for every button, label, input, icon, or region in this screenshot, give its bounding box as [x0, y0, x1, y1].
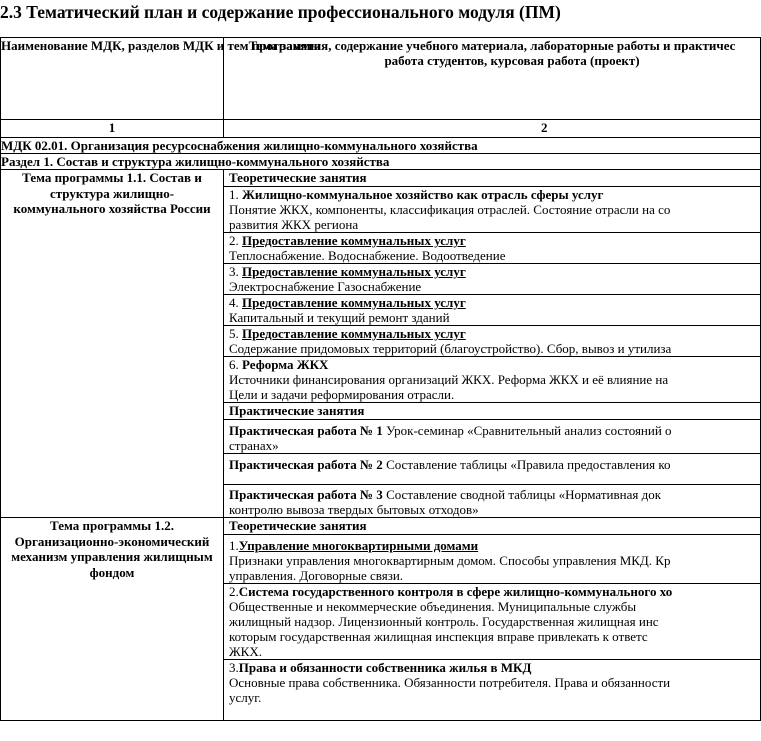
thematic-plan-table: [0, 37, 761, 721]
item-line: управления. Договорные связи.: [229, 568, 404, 583]
topic-2-item-1: [224, 535, 761, 584]
item-line: Основные права собственника. Обязанности потребителя. Права и обязанности: [229, 675, 671, 690]
topic-1-item-6: [224, 357, 761, 403]
item-line: Понятие ЖКХ, компоненты, классификация отраслей. Состояние отрасли на со: [229, 202, 671, 217]
table-row: [1, 170, 761, 187]
topic-2-item-3: [224, 660, 761, 721]
practice-text: Урок-семинар «Сравнительный анализ состояний о: [382, 423, 672, 438]
item-line: развития ЖКХ региона: [229, 217, 359, 232]
item-line: Общественные и некоммерческие объединения. Муниципальные службы: [229, 599, 637, 614]
topic-1-item-3: [224, 264, 761, 295]
item-heading: 1.Управление многоквартирными домами: [229, 538, 479, 553]
topic-1-title: Тема программы 1.1. Состав и структура жилищно-коммунального хозяйства России: [1, 170, 224, 518]
table-row: [1, 518, 761, 535]
topic-2-item-2: [224, 584, 761, 660]
topic-1-item-1: [224, 187, 761, 233]
item-line: контролю вывоза твердых бытовых отходов»: [229, 502, 479, 517]
item-line: ЖКХ.: [229, 644, 262, 659]
header-col1: Наименование МДК, разделов МДК и тем программы: [1, 38, 224, 120]
topic-1-item-5: [224, 326, 761, 357]
item-line: Содержание придомовых территорий (благоустройство). Сбор, вывоз и утилиза: [229, 341, 672, 356]
item-line: Признаки управления многоквартирным домом. Способы управления МКД. Кр: [229, 553, 671, 568]
col-number-1: 1: [1, 120, 224, 138]
table-header-row: [1, 38, 761, 120]
header-col2: [224, 38, 761, 120]
column-number-row: [1, 120, 761, 138]
practice-text: Составление таблицы «Правила предоставления ко: [382, 457, 671, 472]
item-heading: 3.Права и обязанности собственника жилья в МКД: [229, 660, 532, 675]
practice-label: Практическая работа № 1: [229, 423, 383, 438]
item-line: странах»: [229, 438, 279, 453]
item-heading: 1. Жилищно-коммунальное хозяйство как отрасль сферы услуг: [229, 187, 604, 202]
topic-1-theory-label: Теоретические занятия: [224, 170, 761, 187]
item-heading: 6. Реформа ЖКХ: [229, 357, 329, 372]
topic-1-practice-1: [224, 420, 761, 454]
item-heading: 2.Система государственного контроля в сфере жилищно-коммунального хо: [229, 584, 673, 599]
topic-1-practice-label: Практические занятия: [224, 403, 761, 420]
practice-text: Составление сводной таблицы «Нормативная док: [382, 487, 662, 502]
item-line: которым государственная жилищная инспекция вправе привлекать к ответс: [229, 629, 648, 644]
header-col2-line2: работа студентов, курсовая работа (проект): [384, 53, 640, 68]
item-line: жилищный надзор. Лицензионный контроль. Государственная жилищная инс: [229, 614, 659, 629]
mdk-title: МДК 02.01. Организация ресурсоснабжения жилищно-коммунального хозяйства: [1, 138, 761, 154]
item-line: Электроснабжение Газоснабжение: [229, 279, 422, 294]
topic-1-practice-2: [224, 454, 761, 485]
topic-1-item-2: [224, 233, 761, 264]
practice-label: Практическая работа № 2: [229, 457, 383, 472]
topic-2-theory-label: Теоретические занятия: [224, 518, 761, 535]
item-line: Цели и задачи реформирования отрасли.: [229, 387, 455, 402]
section-title: Раздел 1. Состав и структура жилищно-коммунального хозяйства: [1, 154, 761, 170]
topic-1-item-4: [224, 295, 761, 326]
item-heading: 2. Предоставление коммунальных услуг: [229, 233, 466, 248]
item-heading: 3. Предоставление коммунальных услуг: [229, 264, 466, 279]
item-line: Теплоснабжение. Водоснабжение. Водоотведение: [229, 248, 506, 263]
item-heading: 4. Предоставление коммунальных услуг: [229, 295, 466, 310]
mdk-row: [1, 138, 761, 154]
item-line: Капитальный и текущий ремонт зданий: [229, 310, 450, 325]
col-number-2: 2: [224, 120, 761, 138]
item-line: Источники финансирования организаций ЖКХ. Реформа ЖКХ и её влияние на: [229, 372, 669, 387]
page-title: 2.3 Тематический план и содержание профессионального модуля (ПМ): [0, 2, 561, 22]
topic-2-title: Тема программы 1.2. Организационно-экономический механизм управления жилищным фондом: [1, 518, 224, 721]
item-heading: 5. Предоставление коммунальных услуг: [229, 326, 466, 341]
item-line: услуг.: [229, 690, 262, 705]
practice-label: Практическая работа № 3: [229, 487, 383, 502]
topic-1-practice-3: [224, 485, 761, 518]
header-col2-line1: Тема занятия, содержание учебного материала, лабораторные работы и практичес: [248, 38, 736, 53]
section-row: [1, 154, 761, 170]
